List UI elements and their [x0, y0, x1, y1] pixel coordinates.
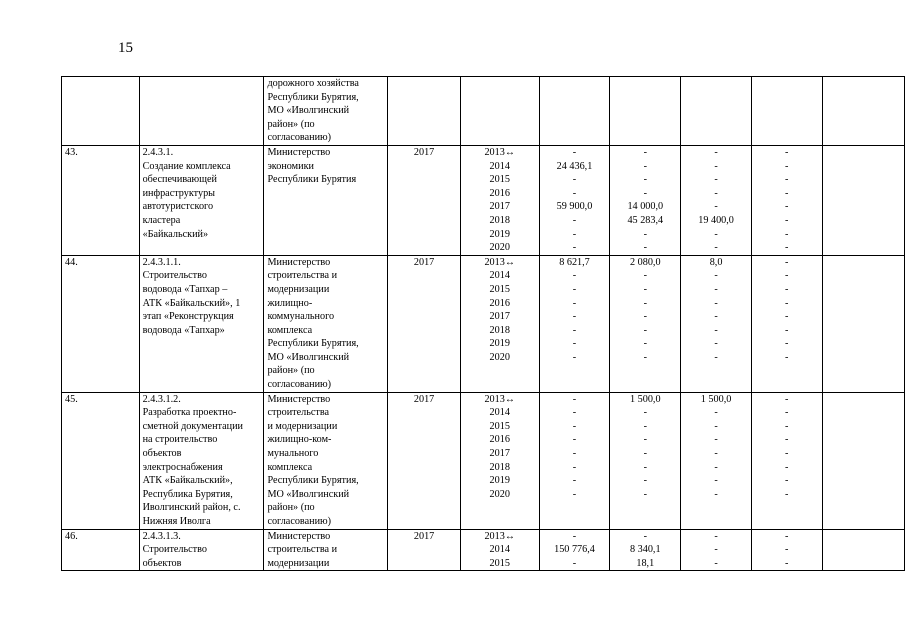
cell-line: -	[643, 283, 647, 295]
measure-code-name	[139, 529, 264, 571]
cell-line: «Байкальский»	[142, 228, 209, 240]
cell-line: Министерство	[267, 530, 331, 542]
cell-line: Нижняя Иволга	[142, 516, 211, 527]
cell-line: Республики Бурятия,	[267, 338, 359, 350]
cell-line: -	[572, 351, 577, 363]
cell-line: -	[643, 448, 647, 460]
cell-line: -	[785, 544, 789, 556]
cell-line: инфраструктуры	[142, 187, 216, 199]
cell-line: согласованию)	[267, 132, 332, 144]
cell-line: 2018	[489, 324, 510, 336]
cell-line: 18,1	[636, 557, 655, 569]
cell-line: -	[785, 174, 789, 186]
cell-line: -	[714, 338, 718, 350]
cell-line: -	[714, 434, 718, 446]
cell-line: -	[714, 407, 718, 419]
cell-line: -	[714, 187, 718, 199]
year	[388, 392, 461, 529]
cell-line: 2015	[489, 283, 510, 295]
table-row	[62, 77, 905, 146]
cell-line: объектов	[142, 557, 182, 569]
funding-value-4	[751, 392, 822, 529]
cell-line: -	[785, 393, 789, 405]
cell-line: -	[572, 283, 577, 295]
cell-line: 2017	[413, 530, 435, 542]
cell-line: комплекса	[267, 461, 313, 473]
cell-line: -	[785, 146, 789, 158]
cell-line: 19 400,0	[698, 214, 734, 226]
cell-line: 2016	[489, 297, 510, 309]
cell-line: -	[785, 488, 789, 500]
funding-value-3	[681, 255, 752, 392]
funding-value-2	[610, 145, 681, 255]
row-number	[62, 529, 140, 571]
cell-line: -	[572, 475, 577, 487]
cell-line: строительства	[267, 407, 330, 419]
cell-line: -	[714, 530, 718, 542]
cell-line: -	[572, 488, 577, 500]
cell-line: -	[714, 270, 718, 282]
cell-line: 2013↔	[484, 256, 516, 268]
cell-line: 2013↔	[484, 146, 516, 158]
executor	[264, 255, 388, 392]
cell-line: 2014	[489, 160, 510, 172]
measure-code-name	[139, 77, 264, 146]
cell-line: 2013↔	[484, 393, 516, 405]
cell-line: -	[785, 351, 789, 363]
cell-line: автотуристского	[142, 201, 214, 213]
cell-line: -	[785, 201, 789, 213]
cell-line: 14 000,0	[627, 201, 664, 213]
cell-line: -	[572, 461, 577, 473]
cell-line: -	[572, 393, 577, 405]
cell-line: 2017	[413, 146, 435, 158]
cell-line: 2014	[489, 407, 510, 419]
cell-line: Республики Бурятия,	[267, 91, 359, 103]
cell-line: 2016	[489, 434, 510, 446]
empty-column	[822, 529, 905, 571]
measure-code-name	[139, 145, 264, 255]
cell-line: 2019	[489, 475, 510, 487]
funding-value-1	[539, 145, 610, 255]
cell-line: жилищно-	[267, 297, 313, 309]
cell-line: 1 500,0	[700, 393, 732, 405]
cell-line: -	[572, 557, 577, 569]
cell-line: -	[714, 544, 718, 556]
cell-line: 2.4.3.1.3.	[142, 530, 181, 542]
executor	[264, 392, 388, 529]
cell-line: обеспечивающей	[142, 174, 217, 186]
cell-line: -	[643, 242, 647, 254]
year	[388, 255, 461, 392]
cell-line: 2015	[489, 420, 510, 432]
measure-code-name	[139, 392, 264, 529]
cell-line: -	[714, 146, 718, 158]
cell-line: строительства и	[267, 544, 338, 556]
cell-line: -	[643, 420, 647, 432]
funding-value-3	[681, 145, 752, 255]
cell-line: Строительство	[142, 270, 207, 282]
year	[388, 145, 461, 255]
table-row	[62, 529, 905, 571]
cell-line: -	[714, 174, 718, 186]
cell-line: -	[572, 214, 577, 226]
cell-line: -	[714, 242, 718, 254]
cell-line: 45.	[65, 393, 78, 405]
cell-line: МО «Иволгинский	[267, 105, 350, 117]
cell-line: -	[643, 174, 647, 186]
measure-code-name	[139, 255, 264, 392]
cell-line: АТК «Байкальский»,	[142, 475, 233, 487]
funding-value-2	[610, 529, 681, 571]
cell-line: -	[714, 488, 718, 500]
empty-column	[822, 145, 905, 255]
cell-line: -	[785, 530, 789, 542]
cell-line: Разработка проектно-	[142, 407, 237, 419]
cell-line: -	[643, 311, 647, 323]
cell-line: -	[643, 461, 647, 473]
cell-line: -	[572, 338, 577, 350]
cell-line: экономики	[267, 160, 314, 172]
cell-line: АТК «Байкальский», 1	[142, 297, 241, 309]
cell-line: водовода «Тапхар»	[142, 324, 225, 336]
funding-value-2	[610, 392, 681, 529]
cell-line: -	[714, 297, 718, 309]
cell-line: коммунального	[267, 311, 335, 323]
period-years	[460, 145, 539, 255]
funding-value-3	[681, 392, 752, 529]
executor	[264, 529, 388, 571]
cell-line: -	[643, 475, 647, 487]
period-years	[460, 392, 539, 529]
cell-line: -	[714, 324, 718, 336]
period-years	[460, 529, 539, 571]
cell-line: 2019	[489, 338, 510, 350]
funding-value-3	[681, 529, 752, 571]
row-number	[62, 77, 140, 146]
cell-line: 2017	[489, 311, 510, 323]
program-table	[61, 76, 905, 571]
cell-line: модернизации	[267, 283, 330, 295]
cell-line: -	[572, 146, 577, 158]
year	[388, 529, 461, 571]
cell-line: район» (по	[267, 118, 315, 130]
cell-line: 45 283,4	[627, 214, 664, 226]
cell-line: -	[572, 407, 577, 419]
cell-line: -	[785, 461, 789, 473]
cell-line: -	[714, 160, 718, 172]
cell-line: 2017	[413, 256, 435, 268]
cell-line: 2020	[489, 351, 510, 363]
funding-value-1	[539, 255, 610, 392]
cell-line: -	[643, 228, 647, 240]
period-years	[460, 77, 539, 146]
year	[388, 77, 461, 146]
funding-value-1	[539, 77, 610, 146]
cell-line: модернизации	[267, 557, 330, 569]
cell-line: -	[785, 557, 789, 569]
cell-line: 44.	[65, 256, 78, 268]
cell-line: Министерство	[267, 393, 331, 405]
cell-line: 8,0	[709, 256, 723, 268]
funding-value-4	[751, 145, 822, 255]
cell-line: -	[785, 214, 789, 226]
cell-line: -	[785, 187, 789, 199]
cell-line: -	[572, 297, 577, 309]
cell-line: -	[785, 311, 789, 323]
cell-line: район» (по	[267, 502, 315, 514]
cell-line: -	[714, 311, 718, 323]
cell-line: -	[572, 228, 577, 240]
cell-line: 2019	[489, 228, 510, 240]
cell-line: -	[643, 324, 647, 336]
cell-line: -	[643, 338, 647, 350]
cell-line: -	[643, 488, 647, 500]
funding-value-3	[681, 77, 752, 146]
cell-line: жилищно-ком-	[267, 434, 332, 446]
cell-line: -	[785, 448, 789, 460]
cell-line: 46.	[65, 530, 78, 542]
cell-line: -	[785, 324, 789, 336]
cell-line: 2017	[413, 393, 435, 405]
cell-line: -	[714, 448, 718, 460]
cell-line: -	[785, 407, 789, 419]
cell-line: -	[572, 187, 577, 199]
cell-line: 1 500,0	[630, 393, 661, 405]
cell-line: объектов	[142, 448, 182, 460]
cell-line: -	[785, 434, 789, 446]
empty-column	[822, 77, 905, 146]
cell-line: -	[643, 530, 647, 542]
cell-line: дорожного хозяйства	[267, 78, 359, 89]
cell-line: на строительство	[142, 434, 218, 446]
table-row	[62, 392, 905, 529]
cell-line: -	[643, 270, 647, 282]
cell-line: Республики Бурятия,	[267, 475, 359, 487]
cell-line: 2017	[489, 201, 510, 213]
cell-line: 2.4.3.1.	[142, 146, 174, 158]
cell-line: -	[643, 351, 647, 363]
executor	[264, 77, 388, 146]
row-number	[62, 392, 140, 529]
cell-line: -	[785, 228, 789, 240]
cell-line: -	[714, 201, 718, 213]
cell-line: этап «Реконструкция	[142, 311, 234, 323]
cell-line: -	[785, 420, 789, 432]
cell-line: 2016	[489, 187, 510, 199]
empty-column	[822, 392, 905, 529]
cell-line: Министерство	[267, 256, 331, 268]
cell-line: 8 621,7	[559, 256, 590, 268]
cell-line: согласованию)	[267, 379, 332, 391]
funding-value-1	[539, 529, 610, 571]
cell-line: район» (по	[267, 365, 315, 377]
cell-line: -	[714, 283, 718, 295]
cell-line: 2018	[489, 461, 510, 473]
cell-line: 8 340,1	[630, 544, 661, 556]
cell-line: -	[572, 448, 577, 460]
funding-value-2	[610, 255, 681, 392]
cell-line: Строительство	[142, 544, 207, 556]
cell-line: -	[643, 160, 647, 172]
cell-line: -	[714, 475, 718, 487]
cell-line: -	[785, 297, 789, 309]
funding-value-4	[751, 77, 822, 146]
cell-line: -	[572, 434, 577, 446]
cell-line: МО «Иволгинский	[267, 488, 350, 500]
cell-line: -	[572, 324, 577, 336]
cell-line: 2017	[489, 448, 510, 460]
cell-line: водовода «Тапхар –	[142, 283, 228, 295]
cell-line: 2020	[489, 242, 510, 254]
funding-value-4	[751, 255, 822, 392]
cell-line: 24 436,1	[556, 160, 593, 172]
cell-line: Иволгинский район, с.	[142, 502, 241, 514]
cell-line: -	[785, 160, 789, 172]
cell-line: кластера	[142, 214, 181, 226]
table-row	[62, 145, 905, 255]
cell-line: 2014	[489, 544, 510, 556]
cell-line: 2020	[489, 488, 510, 500]
funding-value-4	[751, 529, 822, 571]
cell-line: -	[643, 187, 647, 199]
cell-line: -	[714, 557, 718, 569]
cell-line: -	[572, 270, 577, 282]
empty-column	[822, 255, 905, 392]
cell-line: 2.4.3.1.1.	[142, 256, 181, 268]
cell-line: комплекса	[267, 324, 313, 336]
cell-line: 2013↔	[484, 530, 516, 542]
cell-line: согласованию)	[267, 516, 332, 527]
period-years	[460, 255, 539, 392]
cell-line: 2018	[489, 214, 510, 226]
cell-line: -	[785, 338, 789, 350]
cell-line: -	[714, 420, 718, 432]
cell-line: Республика Бурятия,	[142, 488, 233, 500]
cell-line: -	[643, 146, 647, 158]
table-row	[62, 255, 905, 392]
cell-line: 2.4.3.1.2.	[142, 393, 181, 405]
cell-line: МО «Иволгинский	[267, 351, 350, 363]
cell-line: -	[572, 530, 577, 542]
cell-line: -	[714, 228, 718, 240]
page-number: 15	[118, 40, 133, 56]
cell-line: 2 080,0	[630, 256, 661, 268]
cell-line: 2015	[489, 557, 510, 569]
cell-line: -	[572, 174, 577, 186]
cell-line: -	[572, 242, 577, 254]
funding-value-1	[539, 392, 610, 529]
cell-line: и модернизации	[267, 420, 338, 432]
executor	[264, 145, 388, 255]
row-number	[62, 255, 140, 392]
row-number	[62, 145, 140, 255]
cell-line: 59 900,0	[556, 201, 593, 213]
cell-line: Создание комплекса	[142, 160, 231, 172]
cell-line: -	[643, 297, 647, 309]
cell-line: -	[572, 311, 577, 323]
cell-line: 150 776,4	[554, 544, 595, 556]
cell-line: электроснабжения	[142, 461, 223, 473]
cell-line: сметной документации	[142, 420, 243, 432]
cell-line: -	[714, 461, 718, 473]
cell-line: строительства и	[267, 270, 338, 282]
cell-line: Республики Бурятия	[267, 174, 357, 186]
cell-line: -	[714, 351, 718, 363]
cell-line: 2014	[489, 270, 510, 282]
cell-line: 2015	[489, 174, 510, 186]
cell-line: Министерство	[267, 146, 331, 158]
funding-value-2	[610, 77, 681, 146]
cell-line: -	[572, 420, 577, 432]
cell-line: -	[785, 256, 789, 268]
cell-line: -	[785, 283, 789, 295]
cell-line: -	[643, 407, 647, 419]
cell-line: -	[785, 475, 789, 487]
cell-line: 43.	[65, 146, 78, 158]
cell-line: -	[785, 270, 789, 282]
cell-line: -	[785, 242, 789, 254]
cell-line: мунального	[267, 448, 319, 460]
cell-line: -	[643, 434, 647, 446]
